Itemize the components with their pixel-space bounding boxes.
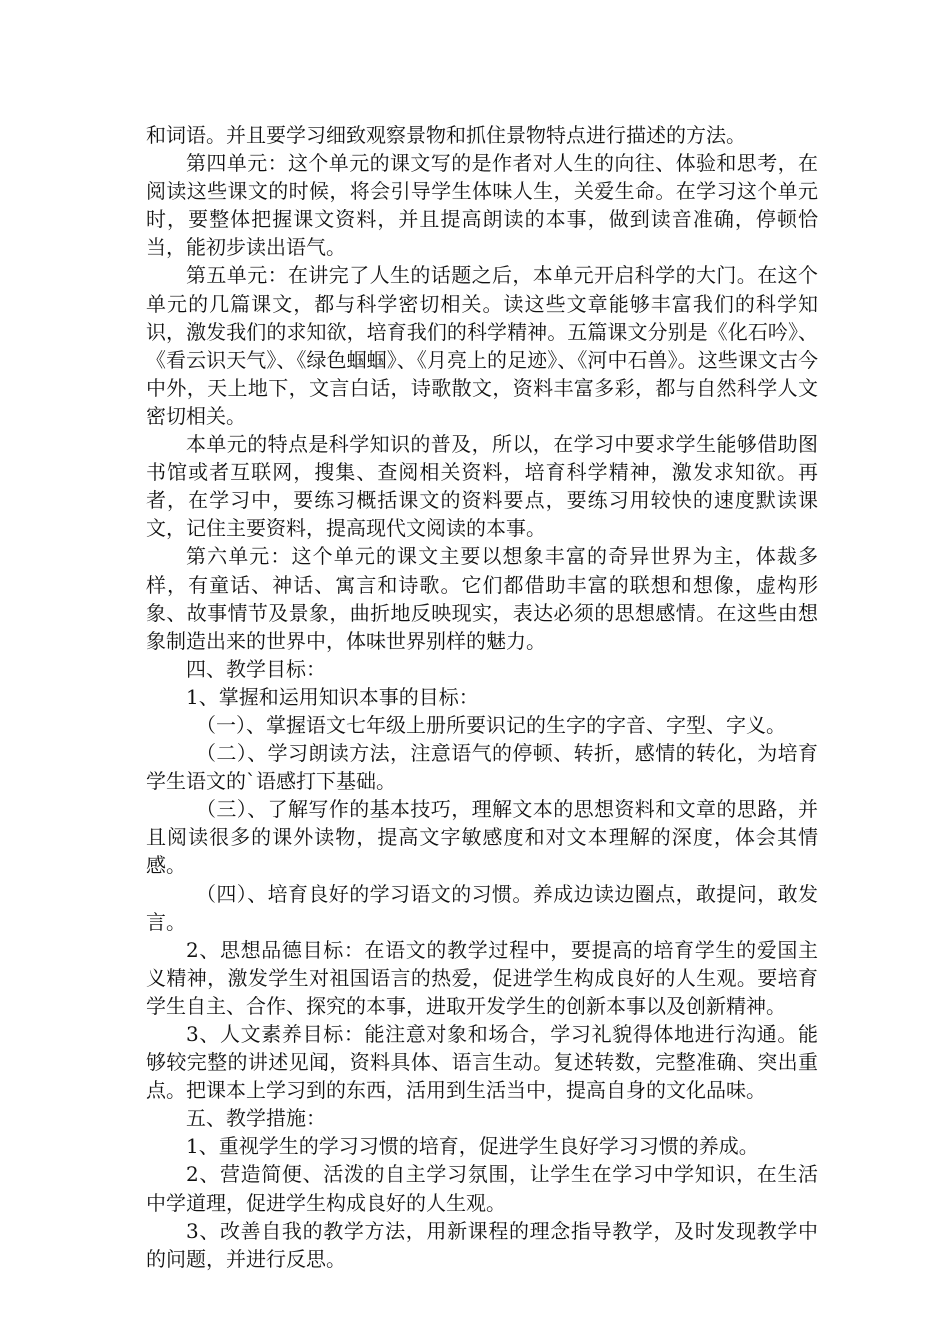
section-heading-teaching-goals: 四、教学目标： <box>186 656 326 681</box>
paragraph-unit-four: 第四单元：这个单元的课文写的是作者对人生的向往、体验和思考，在阅读这些课文的时候，将会引导学生体味人生，关爱生命。在学习这个单元时，要整体把握课文资料，并且提高朗读的本事，做到读音准确，停顿恰当，能初步读出语气。 <box>146 151 818 260</box>
goal-item-three: （三）、了解写作的基本技巧，理解文本的思想资料和文章的思路，并且阅读很多的课外读物，提高文字敏感度和对文本理解的深度，体会其情感。 <box>146 797 818 878</box>
measure-item-three: 3、改善自我的教学方法，用新课程的理念指导教学，及时发现教学中的问题，并进行反思。 <box>146 1218 818 1271</box>
goal-item-two: （二）、学习朗读方法，注意语气的停顿、转折，感情的转化，为培育学生语文的`语感打下基础。 <box>146 741 818 794</box>
paragraph-unit-six: 第六单元：这个单元的课文主要以想象丰富的奇异世界为主，体裁多样，有童话、神话、寓言和诗歌。它们都借助丰富的联想和想像，虚构形象、故事情节及景象，曲折地反映现实，表达必须的思想感情。在这些由想象制造出来的世界中，体味世界别样的魅力。 <box>146 544 818 653</box>
goal-item-four: （四）、培育良好的学习语文的习惯。养成边读边圈点，敢提问，敢发言。 <box>146 881 818 934</box>
paragraph-unit-five: 第五单元：在讲完了人生的话题之后，本单元开启科学的大门。在这个单元的几篇课文，都与科学密切相关。读这些文章能够丰富我们的科学知识，激发我们的求知欲，培育我们的科学精神。五篇课文分别是《化石吟》、《看云识天气》、《绿色蝈蝈》、《月亮上的足迹》、《河中石兽》。这些课文古今中外，天上地下，文言白话，诗歌散文，资料丰富多彩，都与自然科学人文密切相关。 <box>146 263 818 428</box>
document-body <box>146 121 818 1273</box>
paragraph-continuation: 和词语。并且要学习细致观察景物和抓住景物特点进行描述的方法。 <box>146 123 746 147</box>
paragraph-unit-five-features: 本单元的特点是科学知识的普及，所以，在学习中要求学生能够借助图书馆或者互联网，搜集、查阅相关资料，培育科学精神，激发求知欲。再者，在学习中，要练习概括课文的资料要点，要练习用较快的速度默读课文，记住主要资料，提高现代文阅读的本事。 <box>146 432 818 541</box>
goal-knowledge-heading: 1、掌握和运用知识本事的目标： <box>186 684 479 709</box>
section-heading-teaching-measures: 五、教学措施： <box>186 1106 326 1131</box>
measure-item-two: 2、营造简便、活泼的自主学习氛围，让学生在学习中学知识，在生活中学道理，促进学生构成良好的人生观。 <box>146 1162 818 1215</box>
goal-humanities: 3、人文素养目标：能注意对象和场合，学习礼貌得体地进行沟通。能够较完整的讲述见闻，资料具体、语言生动。复述转数，完整准确、突出重点。把课本上学习到的东西，活用到生活当中，提高自身的文化品味。 <box>146 1022 818 1103</box>
measure-item-one: 1、重视学生的学习习惯的培育，促进学生良好学习习惯的养成。 <box>186 1134 759 1159</box>
goal-moral: 2、思想品德目标：在语文的教学过程中，要提高的培育学生的爱国主义精神，激发学生对祖国语言的热爱，促进学生构成良好的人生观。要培育学生自主、合作、探究的本事，进取开发学生的创新本事以及创新精神。 <box>146 937 818 1018</box>
goal-item-one: （一）、掌握语文七年级上册所要识记的生字的字音、字型、字义。 <box>196 712 786 737</box>
